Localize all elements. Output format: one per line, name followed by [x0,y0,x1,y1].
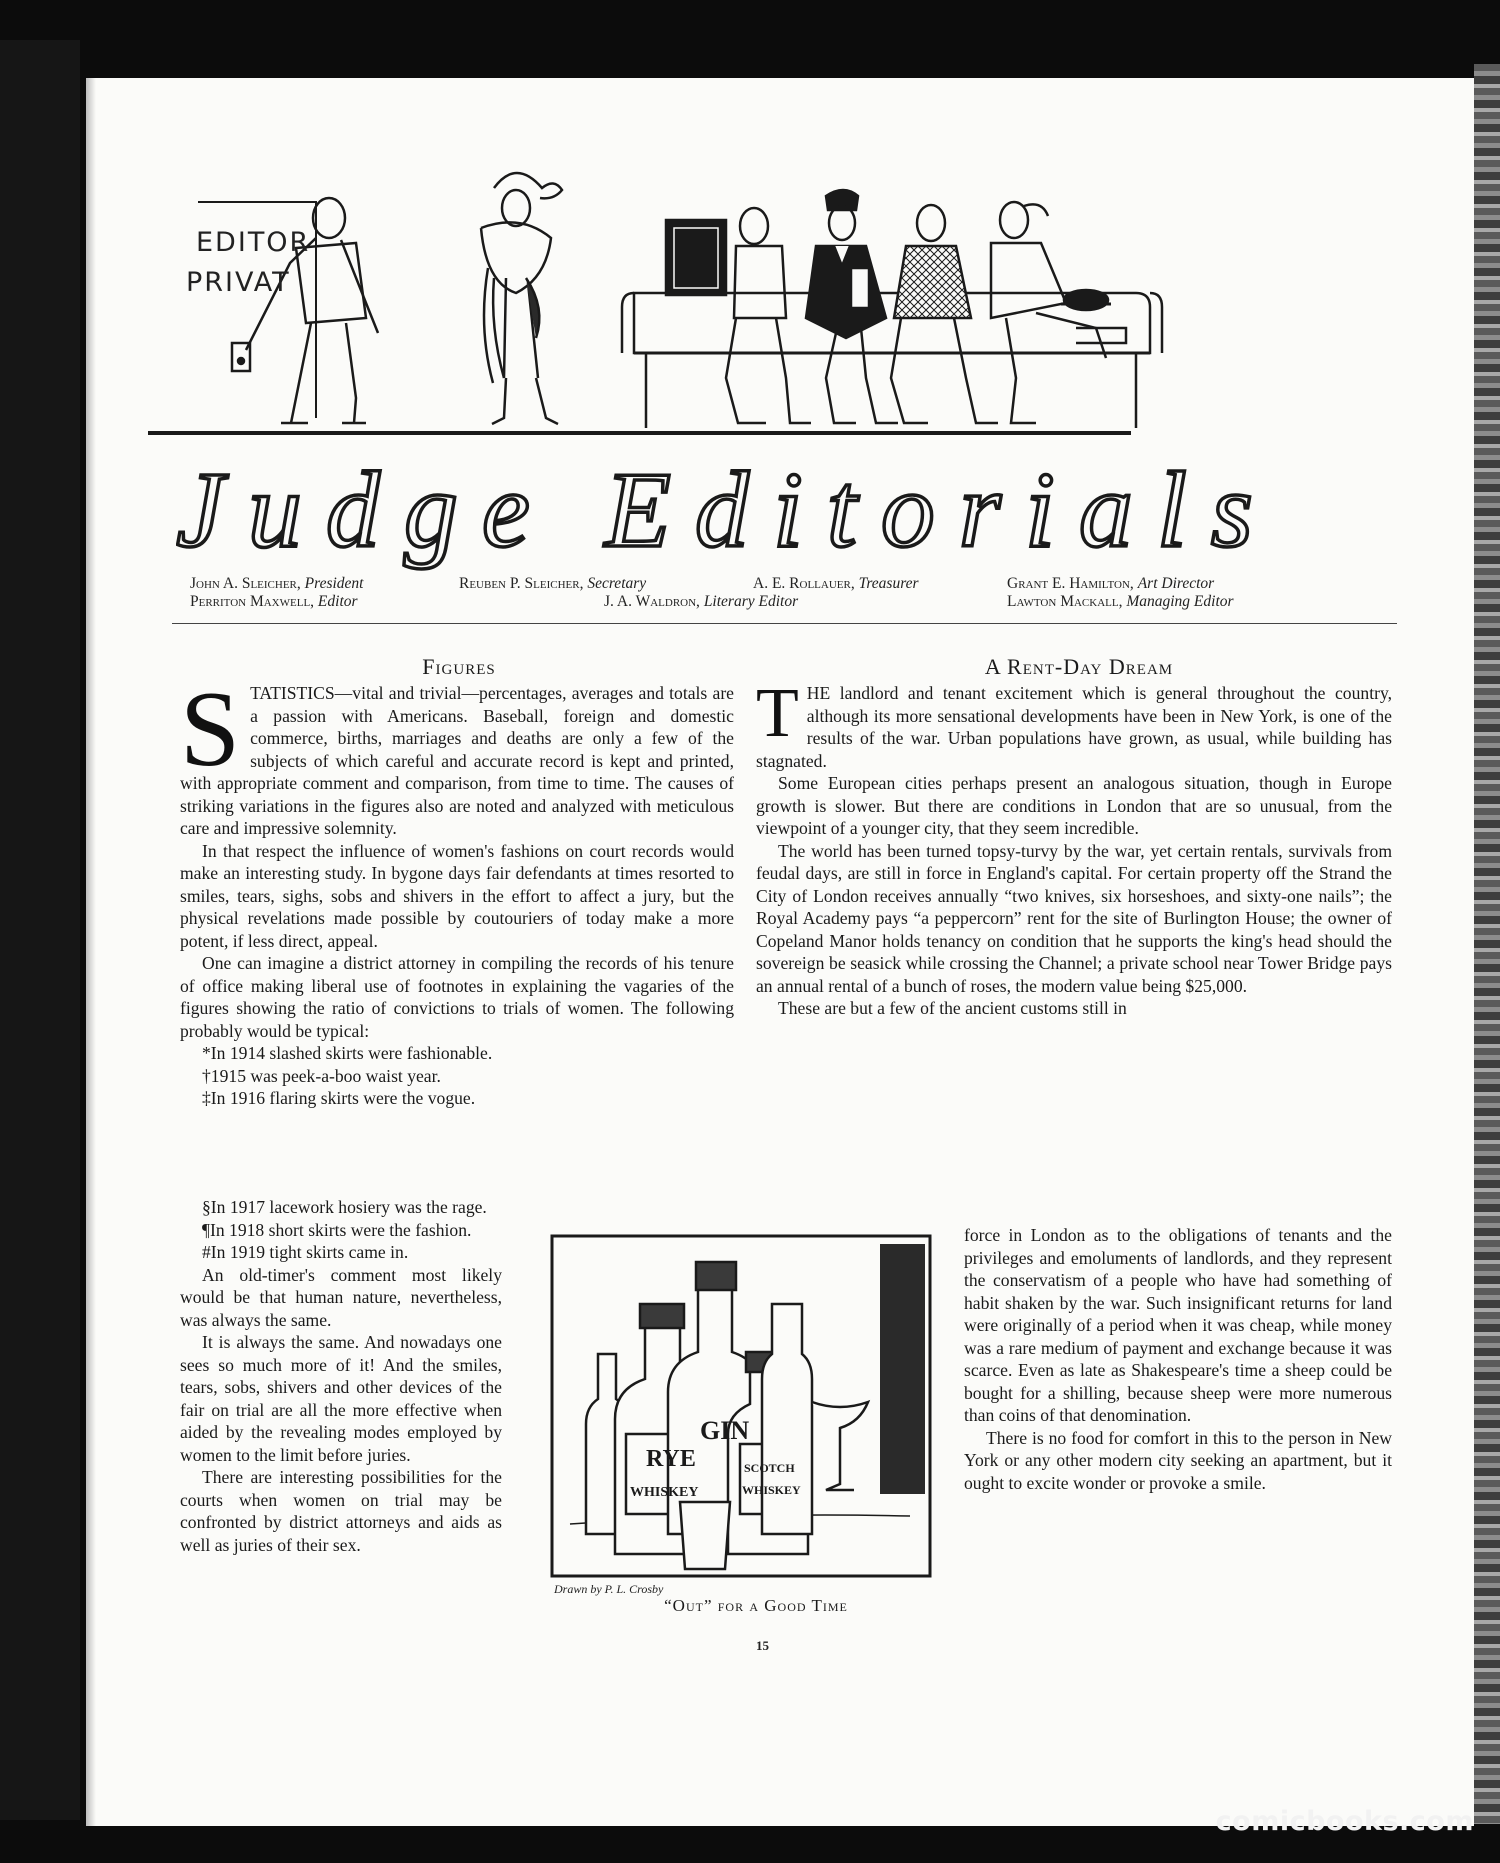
staff-art-director: Grant E. Hamilton, Art Director [1007,575,1215,592]
rent-day-article-continued [964,1224,1392,1494]
figures-paragraph-6: There are interesting possibilities for the courts when women on trial may be confronted by district attorneys and aids as well as juries of their sex. [180,1467,502,1555]
label-scotch-whiskey: WHISKEY [742,1483,801,1497]
figures-paragraph-4: An old-timer's comment most likely would be that human nature, nevertheless, was always the same. [180,1264,502,1330]
masthead-title [176,438,1416,588]
masthead-lettering [176,438,1416,588]
figures-footnote-1919: #In 1919 tight skirts came in. [202,1242,409,1262]
book-page-edges [1474,64,1500,1824]
rent-day-article [756,675,1392,1020]
figures-paragraph-3: One can imagine a district attorney in compiling the records of his tenure of office making liberal use of footnotes in explaining the vagaries of the figures showing the ratio of convictions to trials of women. The following probably would be typical: [180,953,734,1041]
rent-paragraph-1: THE landlord and tenant excitement which is general throughout the country, although its more sensational developments have been in New York, is one of the results of the war. Urban populations have grown, as usual, while building has stagnated. [756,675,1392,771]
magazine-page [86,78,1474,1826]
rent-drop-cap: T [756,675,799,752]
page-number: 15 [756,1638,769,1653]
rent-paragraph-3: The world has been turned topsy-turvy by the war, yet certain rentals, survivals from feudal days, are still in force in England's capital. For certain property off the Strand the City of London receives annually “two knives, six horseshoes, and sixty-one nails”; the Royal Academy pays “a peppercorn” rent for the site of Burlington House; the owner of Copeland Manor holds tenancy on condition that he supports the king's head should the sovereign be seasick while crossing the Channel; a private school near Tower Bridge pays an annual rental of a bunch of roses, the modern value being $25,000. [756,840,1392,996]
figures-title: Figures [422,654,496,679]
scan-background-left [0,40,80,1820]
figures-article [180,670,734,1110]
rent-paragraph-4-continued: force in London as to the obligations of tenants and the privileges and emoluments of landlords, and they represent the conservatism of a people who have had something of habit shaken by the war. Such insignificant returns for land were originally of a period when it was cheap, while money was a rare medium of payment and exchange because it was scarce. Even as late as Shakespeare's time a sheep could be bought for a shilling, because sheep were more numerous than coins of that denomination. [964,1225,1392,1425]
figures-paragraph-5: It is always the same. And nowadays one sees so much more of it! And the smiles, tears, sobs, shivers and other devices of the fair on trial are all the more effective when aided by the revealing modes employed by women to the limit before juries. [180,1332,502,1465]
rent-paragraph-2: Some European cities perhaps present an analogous situation, though in Europe growth is slower. But there are conditions in London that are so unusual, from the viewpoint of a younger city, that they seem incredible. [756,773,1392,838]
staff-treasurer: A. E. Rollauer, Treasurer [753,575,919,592]
figures-footnote-1918: ¶In 1918 short skirts were the fashion. [202,1219,472,1240]
door-sign-line2: PRIVAT [186,267,291,298]
figures-article-continued [180,1196,502,1556]
watermark: comicbooks.com [1215,1806,1474,1837]
label-gin: GIN [700,1416,750,1445]
masthead-text: Judge Editorials [176,451,1277,570]
figures-footnote-1917: §In 1917 lacework hosiery was the rage. [202,1197,487,1217]
cartoon-credit: Drawn by P. L. Crosby [554,1582,664,1596]
header-rule [172,623,1397,624]
door-sign-line1: EDITOR [196,227,311,258]
rent-paragraph-4-start: These are but a few of the ancient customs still in [778,998,1127,1018]
label-rye: RYE [646,1446,696,1472]
staff-editor: Perriton Maxwell, Editor [190,593,358,610]
bottles-cartoon [550,1234,933,1584]
header-illustration [86,78,1474,478]
label-scotch: SCOTCH [744,1461,795,1475]
label-rye-whiskey: WHISKEY [630,1485,699,1500]
rent-paragraph-5: There is no food for comfort in this to the person in New York or any other modern city seeking an apartment, but it ought to excite wonder or provoke a smile. [964,1427,1392,1493]
figures-drop-cap: S [180,670,241,789]
figures-footnote-1916: ‡In 1916 flaring skirts were the vogue. [202,1088,476,1108]
rent-day-title: A Rent-Day Dream [984,654,1174,679]
figures-footnote-1915: †1915 was peek-a-boo waist year. [202,1065,441,1086]
figures-footnote-1914: *In 1914 slashed skirts were fashionable. [202,1043,493,1063]
figures-paragraph-1: STATISTICS—vital and trivial—percentages, averages and totals are a passion with Americans. Baseball, foreign and domestic commerce, births, marriages and deaths are only a few of the subjects of which careful and accurate record is kept and printed, with appropriate comment and comparison, from time to time. The causes of striking variations in the figures also are noted and analyzed with meticulous care and impressive solemnity. [180,670,734,838]
cartoon-caption: “Out” for a Good Time [664,1596,848,1615]
staff-literary-editor: J. A. Waldron, Literary Editor [604,593,799,610]
staff-managing-editor: Lawton Mackall, Managing Editor [1007,593,1234,610]
bottles-drawing [550,1234,933,1584]
waiting-room-drawing [86,78,1474,478]
figures-paragraph-2: In that respect the influence of women's fashions on court records would make an interesting study. In bygone days fair defendants at times resorted to smiles, tears, sighs, sobs and shivers in the effort to affect a jury, but the physical revelations made possible by coutouriers of today make a more potent, if less direct, appeal. [180,840,734,951]
staff-secretary: Reuben P. Sleicher, Secretary [459,575,647,592]
staff-president: John A. Sleicher, President [190,575,364,592]
